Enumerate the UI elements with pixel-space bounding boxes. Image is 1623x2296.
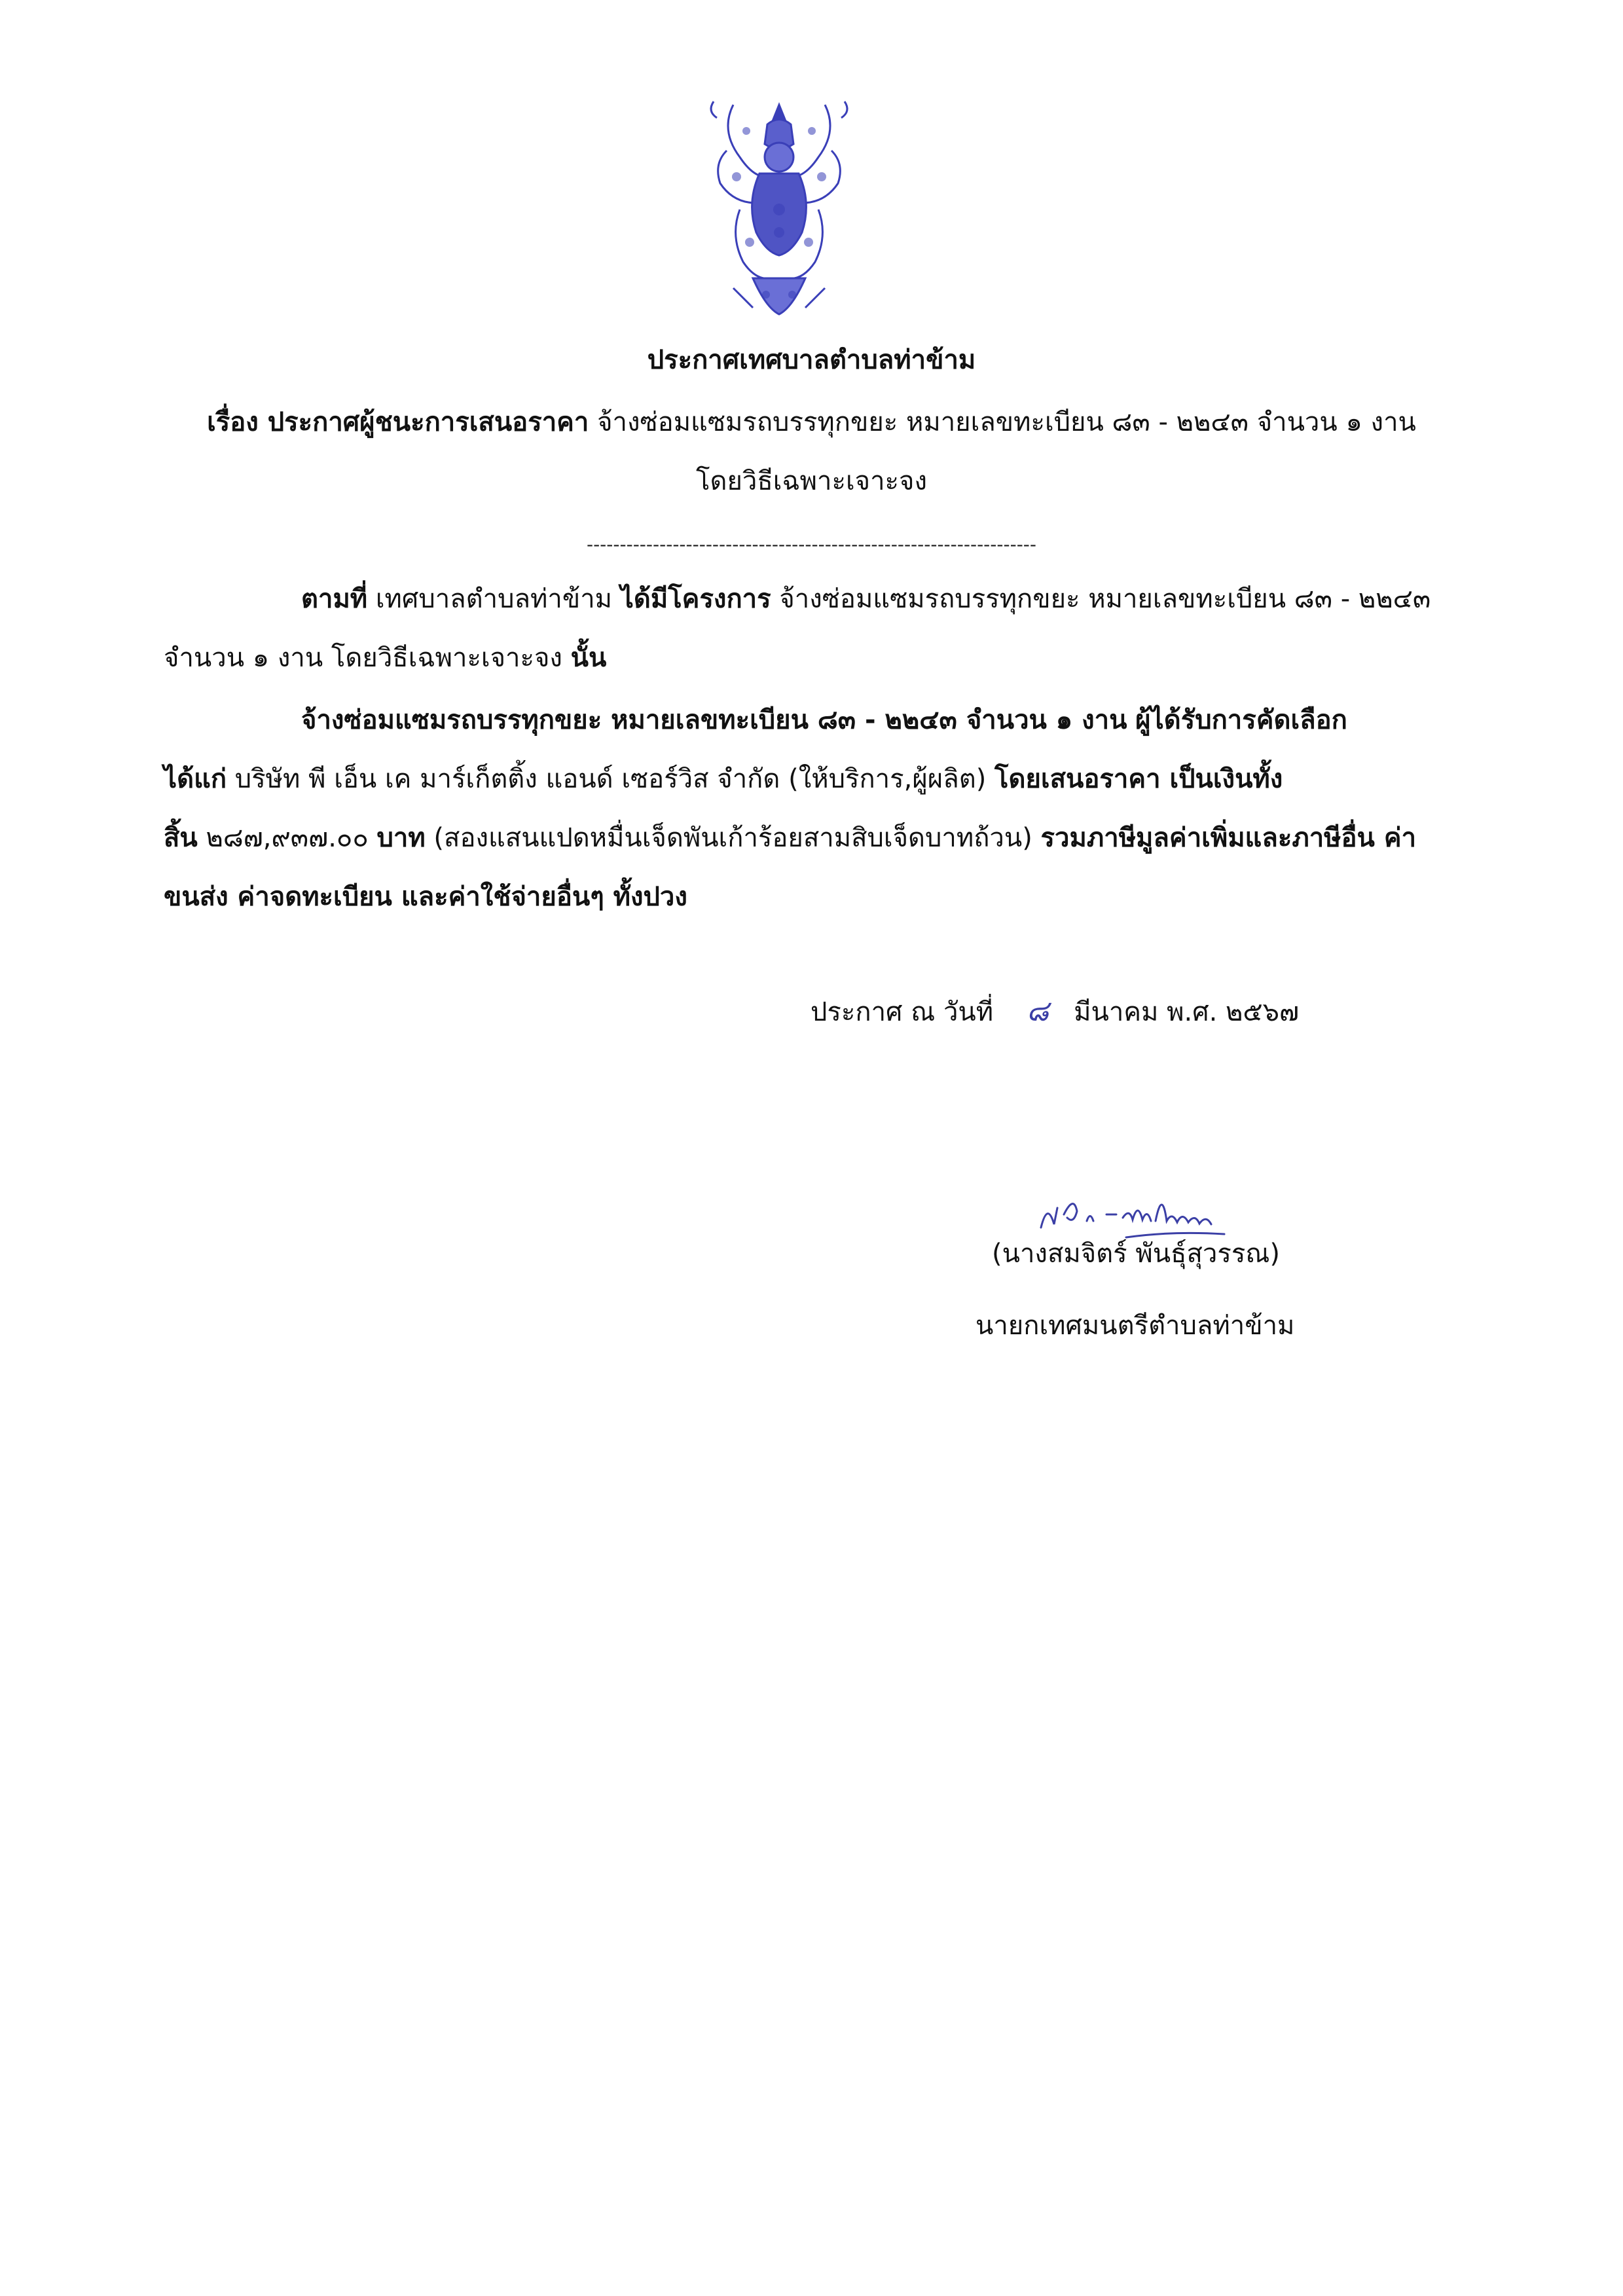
paragraph-2-selected: ผู้ได้รับการคัดเลือก [1135, 705, 1347, 735]
paragraph-2-line-2 [164, 759, 1283, 799]
paragraph-2-label: ได้แก่ [164, 764, 227, 794]
date-prefix: ประกาศ ณ วันที่ [811, 997, 994, 1027]
subject-line [0, 403, 1623, 442]
paragraph-1-line-2 [164, 638, 606, 678]
date-day-handwritten: ๘ [1027, 994, 1049, 1028]
subject-label: เรื่อง ประกาศผู้ชนะการเสนอราคา [207, 407, 589, 437]
paragraph-1-line-2-text: จำนวน ๑ งาน โดยวิธีเฉพาะเจาะจง [164, 643, 571, 673]
separator-line: -------------------------------------------------------------------- [586, 534, 1037, 555]
paragraph-2-total-label: สิ้น [164, 823, 198, 853]
paragraph-1-lead: ตามที่ [301, 584, 368, 614]
paragraph-1-has-project: ได้มีโครงการ [620, 584, 771, 614]
paragraph-2-line-4: ขนส่ง ค่าจดทะเบียน และค่าใช้จ่ายอื่นๆ ทั้งปวง [164, 882, 687, 912]
paragraph-2-project: จ้างซ่อมแซมรถบรรทุกขยะ หมายเลขทะเบียน ๘๓ - ๒๒๔๓ จำนวน ๑ งาน [301, 705, 1127, 735]
signer-name: (นางสมจิตร์ พันธุ์สุวรรณ) [992, 1239, 1281, 1269]
paragraph-2-line-3 [164, 818, 1416, 858]
paragraph-1-line-1 [301, 579, 1431, 619]
procurement-method: โดยวิธีเฉพาะเจาะจง [695, 466, 928, 496]
paragraph-1-org: เทศบาลตำบลท่าข้าม [367, 584, 621, 614]
signer-position: นายกเทศมนตรีตำบลท่าข้าม [976, 1311, 1295, 1341]
paragraph-2-baht: บาท [376, 823, 426, 853]
paragraph-2-offer: โดยเสนอราคา เป็นเงินทั้ง [994, 764, 1283, 794]
paragraph-1-project: จ้างซ่อมแซมรถบรรทุกขยะ หมายเลขทะเบียน ๘๓ - ๒๒๔๓ [771, 584, 1431, 614]
paragraph-2-line-1 [301, 701, 1347, 740]
date-month-year: มีนาคม พ.ศ. ๒๕๖๗ [1074, 997, 1300, 1027]
announcement-date [811, 992, 1299, 1032]
page-title: ประกาศเทศบาลตำบลท่าข้าม [647, 345, 976, 375]
garuda-emblem-icon [694, 92, 864, 327]
subject-text: จ้างซ่อมแซมรถบรรทุกขยะ หมายเลขทะเบียน ๘๓ - ๒๒๔๓ จำนวน ๑ งาน [589, 407, 1416, 437]
paragraph-2-company: บริษัท พี เอ็น เค มาร์เก็ตติ้ง แอนด์ เซอร์วิส จำกัด (ให้บริการ,ผู้ผลิต) [227, 764, 995, 794]
paragraph-2-amount-words: (สองแสนแปดหมื่นเจ็ดพันเก้าร้อยสามสิบเจ็ดบาทถ้วน) [425, 823, 1041, 853]
paragraph-1-line-2-end: นั้น [570, 643, 607, 673]
paragraph-2-amount: ๒๘๗,๙๓๗.๐๐ [197, 823, 377, 853]
paragraph-2-vat: รวมภาษีมูลค่าเพิ่มและภาษีอื่น ค่า [1040, 823, 1417, 853]
